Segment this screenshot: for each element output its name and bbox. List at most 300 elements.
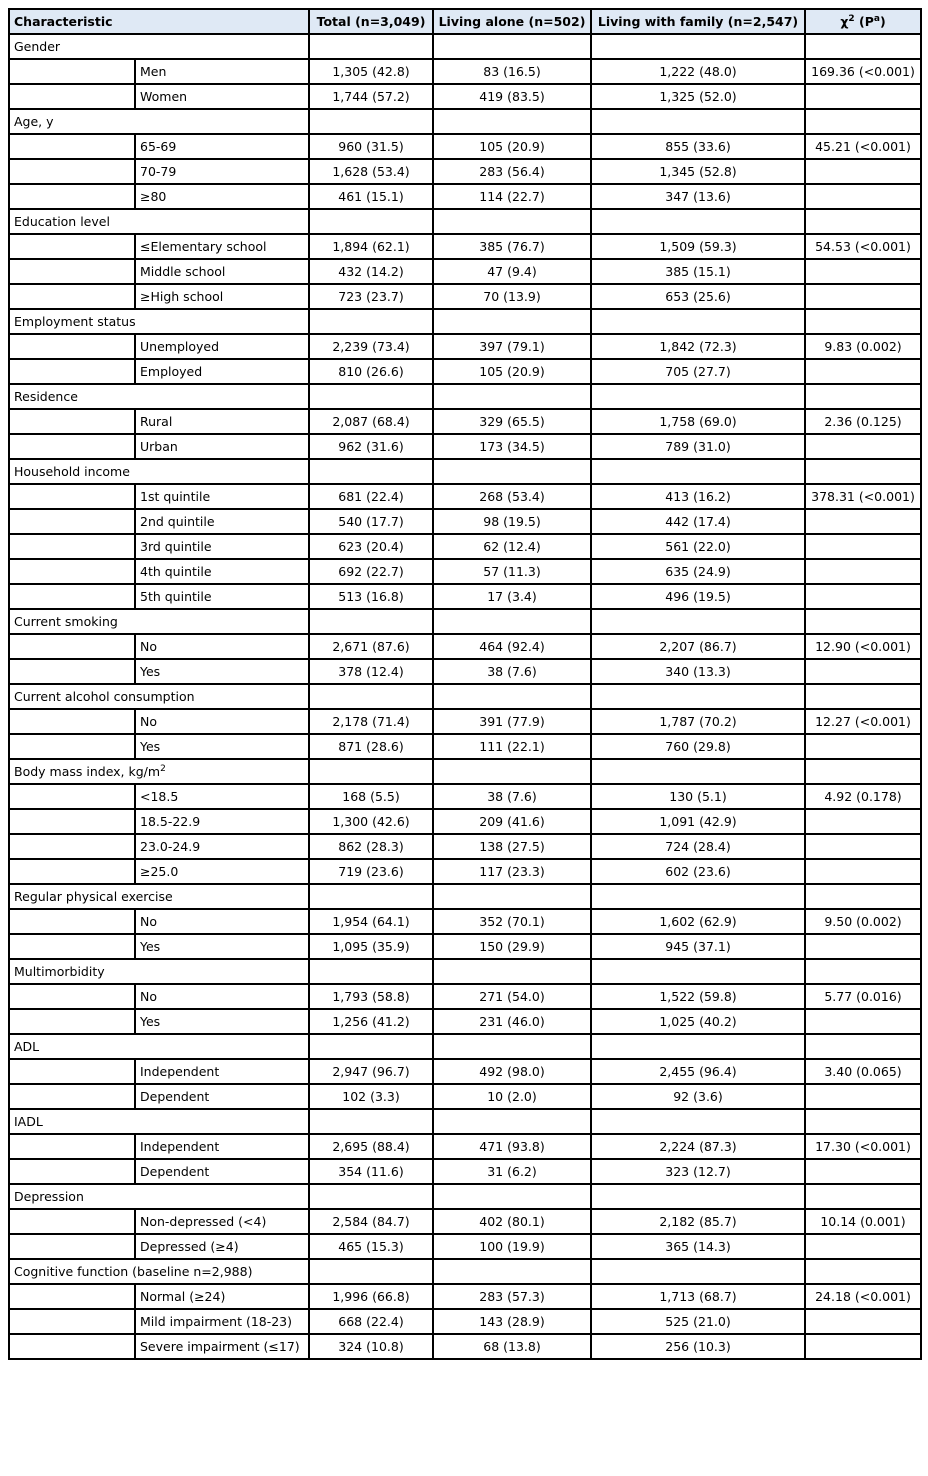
empty-cell <box>805 1259 921 1284</box>
row-label: Severe impairment (≤17) <box>135 1334 309 1359</box>
empty-cell <box>309 884 433 909</box>
empty-cell <box>805 759 921 784</box>
living-with-family-cell: 1,842 (72.3) <box>591 334 805 359</box>
living-with-family-cell: 945 (37.1) <box>591 934 805 959</box>
empty-cell <box>433 384 591 409</box>
row-label: <18.5 <box>135 784 309 809</box>
total-cell: 168 (5.5) <box>309 784 433 809</box>
empty-cell <box>805 209 921 234</box>
indent-cell <box>9 259 135 284</box>
living-with-family-cell: 653 (25.6) <box>591 284 805 309</box>
table-row <box>9 709 921 734</box>
total-cell: 1,744 (57.2) <box>309 84 433 109</box>
empty-cell <box>433 1109 591 1134</box>
empty-cell <box>309 34 433 59</box>
empty-cell <box>433 959 591 984</box>
row-label: ≥25.0 <box>135 859 309 884</box>
indent-cell <box>9 1334 135 1359</box>
row-label: 18.5-22.9 <box>135 809 309 834</box>
indent-cell <box>9 1284 135 1309</box>
living-alone-cell: 283 (56.4) <box>433 159 591 184</box>
living-with-family-cell: 2,455 (96.4) <box>591 1059 805 1084</box>
group-label-text: Education level <box>14 214 110 229</box>
total-cell: 623 (20.4) <box>309 534 433 559</box>
living-with-family-cell: 92 (3.6) <box>591 1084 805 1109</box>
row-label: 5th quintile <box>135 584 309 609</box>
group-label <box>9 1034 309 1059</box>
living-with-family-cell: 2,224 (87.3) <box>591 1134 805 1159</box>
empty-cell <box>591 1109 805 1134</box>
total-cell: 962 (31.6) <box>309 434 433 459</box>
total-cell: 1,628 (53.4) <box>309 159 433 184</box>
living-alone-cell: 17 (3.4) <box>433 584 591 609</box>
row-label: 1st quintile <box>135 484 309 509</box>
total-cell: 681 (22.4) <box>309 484 433 509</box>
chi-square-cell: 9.50 (0.002) <box>805 909 921 934</box>
table-row <box>9 1209 921 1234</box>
row-label: No <box>135 909 309 934</box>
living-alone-cell: 471 (93.8) <box>433 1134 591 1159</box>
table-row <box>9 1009 921 1034</box>
living-alone-cell: 31 (6.2) <box>433 1159 591 1184</box>
row-label: Yes <box>135 734 309 759</box>
table-row <box>9 259 921 284</box>
living-alone-cell: 402 (80.1) <box>433 1209 591 1234</box>
group-row <box>9 609 921 634</box>
row-label: No <box>135 709 309 734</box>
indent-cell <box>9 734 135 759</box>
table-row <box>9 509 921 534</box>
empty-cell <box>591 684 805 709</box>
indent-cell <box>9 559 135 584</box>
living-alone-cell: 70 (13.9) <box>433 284 591 309</box>
empty-cell <box>309 309 433 334</box>
chi-square-cell <box>805 259 921 284</box>
header-living-alone: Living alone (n=502) <box>433 9 591 34</box>
group-label <box>9 34 309 59</box>
row-label: Independent <box>135 1134 309 1159</box>
indent-cell <box>9 1234 135 1259</box>
chi-square-cell <box>805 934 921 959</box>
indent-cell <box>9 859 135 884</box>
indent-cell <box>9 1084 135 1109</box>
table-row <box>9 559 921 584</box>
row-label: 2nd quintile <box>135 509 309 534</box>
indent-cell <box>9 1209 135 1234</box>
living-alone-cell: 352 (70.1) <box>433 909 591 934</box>
indent-cell <box>9 634 135 659</box>
indent-cell <box>9 134 135 159</box>
empty-cell <box>309 459 433 484</box>
chi-square-cell <box>805 1159 921 1184</box>
group-label <box>9 1184 309 1209</box>
living-alone-cell: 271 (54.0) <box>433 984 591 1009</box>
living-with-family-cell: 1,091 (42.9) <box>591 809 805 834</box>
living-with-family-cell: 525 (21.0) <box>591 1309 805 1334</box>
table-row <box>9 734 921 759</box>
empty-cell <box>433 459 591 484</box>
group-label-text: Residence <box>14 389 78 404</box>
living-with-family-cell: 340 (13.3) <box>591 659 805 684</box>
total-cell: 723 (23.7) <box>309 284 433 309</box>
total-cell: 1,256 (41.2) <box>309 1009 433 1034</box>
living-alone-cell: 68 (13.8) <box>433 1334 591 1359</box>
empty-cell <box>591 1259 805 1284</box>
chi-square-cell: 24.18 (<0.001) <box>805 1284 921 1309</box>
total-cell: 461 (15.1) <box>309 184 433 209</box>
table-row <box>9 584 921 609</box>
indent-cell <box>9 434 135 459</box>
group-label <box>9 759 309 784</box>
indent-cell <box>9 1009 135 1034</box>
group-label <box>9 609 309 634</box>
row-label: ≤Elementary school <box>135 234 309 259</box>
table-row <box>9 434 921 459</box>
table-row <box>9 1309 921 1334</box>
empty-cell <box>805 34 921 59</box>
group-label <box>9 384 309 409</box>
living-alone-cell: 138 (27.5) <box>433 834 591 859</box>
table-row <box>9 1084 921 1109</box>
p-superscript: a <box>873 14 880 24</box>
living-with-family-cell: 413 (16.2) <box>591 484 805 509</box>
living-alone-cell: 38 (7.6) <box>433 659 591 684</box>
row-label: Urban <box>135 434 309 459</box>
living-with-family-cell: 1,522 (59.8) <box>591 984 805 1009</box>
empty-cell <box>433 109 591 134</box>
row-label: Rural <box>135 409 309 434</box>
row-label: Independent <box>135 1059 309 1084</box>
group-label-text: Age, y <box>14 114 54 129</box>
indent-cell <box>9 184 135 209</box>
living-alone-cell: 329 (65.5) <box>433 409 591 434</box>
row-label: Unemployed <box>135 334 309 359</box>
empty-cell <box>309 209 433 234</box>
total-cell: 2,178 (71.4) <box>309 709 433 734</box>
total-cell: 1,793 (58.8) <box>309 984 433 1009</box>
chi-square-cell <box>805 659 921 684</box>
empty-cell <box>805 1184 921 1209</box>
empty-cell <box>591 959 805 984</box>
total-cell: 378 (12.4) <box>309 659 433 684</box>
total-cell: 324 (10.8) <box>309 1334 433 1359</box>
group-row <box>9 1259 921 1284</box>
row-label: No <box>135 984 309 1009</box>
empty-cell <box>591 459 805 484</box>
living-with-family-cell: 2,182 (85.7) <box>591 1209 805 1234</box>
chi-square-cell <box>805 1334 921 1359</box>
living-alone-cell: 385 (76.7) <box>433 234 591 259</box>
chi-square-cell <box>805 159 921 184</box>
chi-square-cell <box>805 184 921 209</box>
chi-square-cell: 5.77 (0.016) <box>805 984 921 1009</box>
row-label: Dependent <box>135 1159 309 1184</box>
empty-cell <box>805 459 921 484</box>
empty-cell <box>591 1034 805 1059</box>
indent-cell <box>9 659 135 684</box>
row-label: Employed <box>135 359 309 384</box>
living-alone-cell: 114 (22.7) <box>433 184 591 209</box>
group-row <box>9 34 921 59</box>
table-row <box>9 484 921 509</box>
row-label: 65-69 <box>135 134 309 159</box>
chi-square-cell: 9.83 (0.002) <box>805 334 921 359</box>
row-label: 70-79 <box>135 159 309 184</box>
row-label: ≥High school <box>135 284 309 309</box>
row-label: No <box>135 634 309 659</box>
living-with-family-cell: 1,325 (52.0) <box>591 84 805 109</box>
living-with-family-cell: 602 (23.6) <box>591 859 805 884</box>
empty-cell <box>591 609 805 634</box>
total-cell: 2,087 (68.4) <box>309 409 433 434</box>
total-cell: 102 (3.3) <box>309 1084 433 1109</box>
living-with-family-cell: 635 (24.9) <box>591 559 805 584</box>
group-row <box>9 384 921 409</box>
row-label: ≥80 <box>135 184 309 209</box>
indent-cell <box>9 409 135 434</box>
header-living-with-family: Living with family (n=2,547) <box>591 9 805 34</box>
living-with-family-cell: 760 (29.8) <box>591 734 805 759</box>
indent-cell <box>9 584 135 609</box>
empty-cell <box>309 1184 433 1209</box>
chi-square-cell <box>805 359 921 384</box>
indent-cell <box>9 534 135 559</box>
indent-cell <box>9 484 135 509</box>
total-cell: 2,947 (96.7) <box>309 1059 433 1084</box>
group-row <box>9 309 921 334</box>
living-alone-cell: 98 (19.5) <box>433 509 591 534</box>
p-close: ) <box>879 14 886 29</box>
empty-cell <box>433 1034 591 1059</box>
group-row <box>9 884 921 909</box>
chi-square-cell: 378.31 (<0.001) <box>805 484 921 509</box>
total-cell: 513 (16.8) <box>309 584 433 609</box>
empty-cell <box>433 1259 591 1284</box>
living-alone-cell: 397 (79.1) <box>433 334 591 359</box>
header-chi-square <box>805 9 921 34</box>
group-label <box>9 309 309 334</box>
indent-cell <box>9 984 135 1009</box>
group-label-text: ADL <box>14 1039 40 1054</box>
living-alone-cell: 100 (19.9) <box>433 1234 591 1259</box>
indent-cell <box>9 234 135 259</box>
table-row <box>9 184 921 209</box>
table-row <box>9 934 921 959</box>
total-cell: 871 (28.6) <box>309 734 433 759</box>
empty-cell <box>433 209 591 234</box>
living-with-family-cell: 130 (5.1) <box>591 784 805 809</box>
empty-cell <box>591 759 805 784</box>
table-row <box>9 784 921 809</box>
table-row <box>9 809 921 834</box>
empty-cell <box>433 759 591 784</box>
living-with-family-cell: 789 (31.0) <box>591 434 805 459</box>
total-cell: 1,954 (64.1) <box>309 909 433 934</box>
living-alone-cell: 391 (77.9) <box>433 709 591 734</box>
chi-square-cell: 17.30 (<0.001) <box>805 1134 921 1159</box>
empty-cell <box>309 1259 433 1284</box>
group-row <box>9 959 921 984</box>
empty-cell <box>309 684 433 709</box>
empty-cell <box>591 109 805 134</box>
living-with-family-cell: 1,222 (48.0) <box>591 59 805 84</box>
empty-cell <box>591 1184 805 1209</box>
row-label: 4th quintile <box>135 559 309 584</box>
group-label-text: Depression <box>14 1189 84 1204</box>
chi-square-cell <box>805 84 921 109</box>
header-total: Total (n=3,049) <box>309 9 433 34</box>
chi-square-cell: 54.53 (<0.001) <box>805 234 921 259</box>
group-label-superscript: 2 <box>160 764 166 774</box>
indent-cell <box>9 909 135 934</box>
living-alone-cell: 268 (53.4) <box>433 484 591 509</box>
living-alone-cell: 419 (83.5) <box>433 84 591 109</box>
indent-cell <box>9 159 135 184</box>
group-label-text: Multimorbidity <box>14 964 105 979</box>
indent-cell <box>9 1134 135 1159</box>
empty-cell <box>433 309 591 334</box>
chi-square-cell <box>805 834 921 859</box>
empty-cell <box>591 884 805 909</box>
empty-cell <box>309 609 433 634</box>
empty-cell <box>591 384 805 409</box>
group-label-text: Current alcohol consumption <box>14 689 195 704</box>
chi-square-cell: 45.21 (<0.001) <box>805 134 921 159</box>
row-label: Normal (≥24) <box>135 1284 309 1309</box>
living-with-family-cell: 385 (15.1) <box>591 259 805 284</box>
living-with-family-cell: 724 (28.4) <box>591 834 805 859</box>
group-label-text: Current smoking <box>14 614 118 629</box>
table-row <box>9 1134 921 1159</box>
total-cell: 354 (11.6) <box>309 1159 433 1184</box>
empty-cell <box>805 384 921 409</box>
living-alone-cell: 105 (20.9) <box>433 359 591 384</box>
row-label: Women <box>135 84 309 109</box>
chi-square-cell <box>805 1084 921 1109</box>
total-cell: 960 (31.5) <box>309 134 433 159</box>
row-label: 23.0-24.9 <box>135 834 309 859</box>
total-cell: 862 (28.3) <box>309 834 433 859</box>
empty-cell <box>805 1109 921 1134</box>
total-cell: 1,894 (62.1) <box>309 234 433 259</box>
empty-cell <box>309 959 433 984</box>
total-cell: 1,300 (42.6) <box>309 809 433 834</box>
empty-cell <box>309 384 433 409</box>
living-alone-cell: 117 (23.3) <box>433 859 591 884</box>
chi-square-cell <box>805 1234 921 1259</box>
total-cell: 1,996 (66.8) <box>309 1284 433 1309</box>
chi-superscript: 2 <box>848 14 855 24</box>
group-label-text: Household income <box>14 464 130 479</box>
total-cell: 432 (14.2) <box>309 259 433 284</box>
table-row <box>9 84 921 109</box>
table-row <box>9 159 921 184</box>
group-label <box>9 684 309 709</box>
table-row <box>9 659 921 684</box>
indent-cell <box>9 1059 135 1084</box>
group-label <box>9 884 309 909</box>
chi-square-cell: 12.27 (<0.001) <box>805 709 921 734</box>
row-label: Dependent <box>135 1084 309 1109</box>
indent-cell <box>9 809 135 834</box>
chi-square-cell <box>805 434 921 459</box>
living-alone-cell: 62 (12.4) <box>433 534 591 559</box>
living-alone-cell: 283 (57.3) <box>433 1284 591 1309</box>
living-with-family-cell: 256 (10.3) <box>591 1334 805 1359</box>
chi-square-cell: 12.90 (<0.001) <box>805 634 921 659</box>
indent-cell <box>9 709 135 734</box>
indent-cell <box>9 84 135 109</box>
empty-cell <box>433 884 591 909</box>
empty-cell <box>433 609 591 634</box>
empty-cell <box>805 609 921 634</box>
chi-square-cell: 4.92 (0.178) <box>805 784 921 809</box>
chi-square-cell: 2.36 (0.125) <box>805 409 921 434</box>
group-row <box>9 759 921 784</box>
table-row <box>9 834 921 859</box>
header-characteristic: Characteristic <box>9 9 309 34</box>
indent-cell <box>9 784 135 809</box>
table-row <box>9 1159 921 1184</box>
empty-cell <box>805 959 921 984</box>
living-with-family-cell: 1,713 (68.7) <box>591 1284 805 1309</box>
living-alone-cell: 492 (98.0) <box>433 1059 591 1084</box>
group-row <box>9 1109 921 1134</box>
living-alone-cell: 10 (2.0) <box>433 1084 591 1109</box>
group-label-text: Regular physical exercise <box>14 889 173 904</box>
living-with-family-cell: 2,207 (86.7) <box>591 634 805 659</box>
group-label <box>9 109 309 134</box>
empty-cell <box>591 34 805 59</box>
living-alone-cell: 111 (22.1) <box>433 734 591 759</box>
empty-cell <box>309 109 433 134</box>
living-with-family-cell: 323 (12.7) <box>591 1159 805 1184</box>
indent-cell <box>9 1159 135 1184</box>
table-row <box>9 409 921 434</box>
row-label: Middle school <box>135 259 309 284</box>
table-row <box>9 1059 921 1084</box>
living-with-family-cell: 496 (19.5) <box>591 584 805 609</box>
living-with-family-cell: 705 (27.7) <box>591 359 805 384</box>
living-with-family-cell: 1,787 (70.2) <box>591 709 805 734</box>
indent-cell <box>9 934 135 959</box>
total-cell: 668 (22.4) <box>309 1309 433 1334</box>
group-row <box>9 109 921 134</box>
row-label: Non-depressed (<4) <box>135 1209 309 1234</box>
empty-cell <box>805 309 921 334</box>
row-label: Mild impairment (18-23) <box>135 1309 309 1334</box>
group-label <box>9 959 309 984</box>
living-alone-cell: 173 (34.5) <box>433 434 591 459</box>
indent-cell <box>9 334 135 359</box>
table-row <box>9 1234 921 1259</box>
living-alone-cell: 105 (20.9) <box>433 134 591 159</box>
living-with-family-cell: 1,758 (69.0) <box>591 409 805 434</box>
total-cell: 2,239 (73.4) <box>309 334 433 359</box>
table-header-row <box>9 9 921 34</box>
total-cell: 719 (23.6) <box>309 859 433 884</box>
chi-square-cell <box>805 734 921 759</box>
empty-cell <box>805 109 921 134</box>
indent-cell <box>9 834 135 859</box>
empty-cell <box>433 684 591 709</box>
empty-cell <box>805 884 921 909</box>
table-row <box>9 534 921 559</box>
empty-cell <box>805 684 921 709</box>
living-alone-cell: 143 (28.9) <box>433 1309 591 1334</box>
table-row <box>9 284 921 309</box>
row-label: 3rd quintile <box>135 534 309 559</box>
